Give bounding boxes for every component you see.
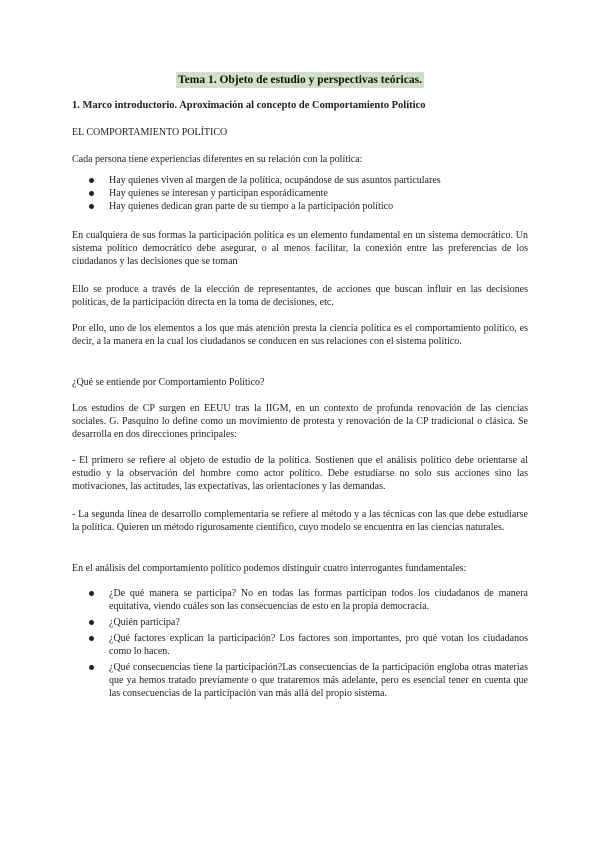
list-item: ¿De qué manera se participa? No en todas las formas participan todos los ciudadanos de manera equitativa, viendo cuáles son las consecuencias de esto en la propia democracia. xyxy=(72,587,528,613)
paragraph-representatives: Ello se produce a través de la elección de representantes, de acciones que buscan influir en las decisiones políticas, de la participación directa en la toma de decisiones, etc. xyxy=(72,284,528,308)
list-item: Hay quienes se interesan y participan esporádicamente xyxy=(72,187,528,200)
list-item: Hay quienes dedican gran parte de su tiempo a la participación político xyxy=(72,200,528,213)
bullet-list-questions xyxy=(72,587,528,703)
paragraph-first-direction: - El primero se refiere al objeto de estudio de la política. Sostienen que el análisis político debe orientarse al estudio y la observación del hombre como actor político. Debe estudiarse no solo sus acciones sino las motivaciones, las actitudes, las expectativas, las orientaciones y las demandas. xyxy=(72,455,528,492)
paragraph-questions-intro: En el análisis del comportamiento político podemos distinguir cuatro interrogantes fundamentales: xyxy=(72,563,467,574)
list-item: ¿Qué factores explican la participación? Los factores son importantes, pro qué votan los ciudadanos como lo hacen. xyxy=(72,632,528,658)
paragraph-behavior: Por ello, uno de los elementos a los que más atención presta la ciencia política es el comportamiento político, es decir, a la manera en la cual los ciudadanos se conducen en sus relaciones con el sistema político. xyxy=(72,323,528,347)
bullet-list-experiences xyxy=(72,174,528,213)
paragraph-participation: En cualquiera de sus formas la participación política es un elemento fundamental en un sistema democrático. Un sistema político democrático debe asegurar, o al menos facilitar, la conexión entre las preferencias de los ciudadanos y las decisiones que se toman xyxy=(72,230,528,267)
section-heading: 1. Marco introductorio. Aproximación al concepto de Comportamiento Político xyxy=(72,100,426,111)
list-item: Hay quienes viven al margen de la política, ocupándose de sus asuntos particulares xyxy=(72,174,528,187)
title-wrap xyxy=(72,72,528,88)
page-title: Tema 1. Objeto de estudio y perspectivas teóricas. xyxy=(178,74,422,86)
list-item: ¿Quién participa? xyxy=(72,616,528,629)
question-heading: ¿Qué se entiende por Comportamiento Político? xyxy=(72,377,265,388)
intro-text: Cada persona tiene experiencias diferentes en su relación con la política: xyxy=(72,154,363,165)
paragraph-origins: Los estudios de CP surgen en EEUU tras la IIGM, en un contexto de profunda renovación de las ciencias sociales. G. Pasquino lo define como un movimiento de protesta y renovación de la CP tradicional o clásica. Se desarrolla en dos direcciones principales: xyxy=(72,403,528,440)
list-item: ¿Qué consecuencias tiene la participación?Las consecuencias de la participación engloba otras materias que ya hemos tratado previamente o que trataremos más adelante, pero es esencial tener en cuenta que las consecuencias de la participación van más allá del propio sistema. xyxy=(72,661,528,700)
section-label: EL COMPORTAMIENTO POLÍTICO xyxy=(72,127,228,138)
paragraph-second-direction: - La segunda línea de desarrollo complementaria se refiere al método y a las técnicas con las que debe estudiarse la política. Quieren un método rigurosamente científico, cuyo modelo se encuentra en las ciencias naturales. xyxy=(72,509,528,533)
